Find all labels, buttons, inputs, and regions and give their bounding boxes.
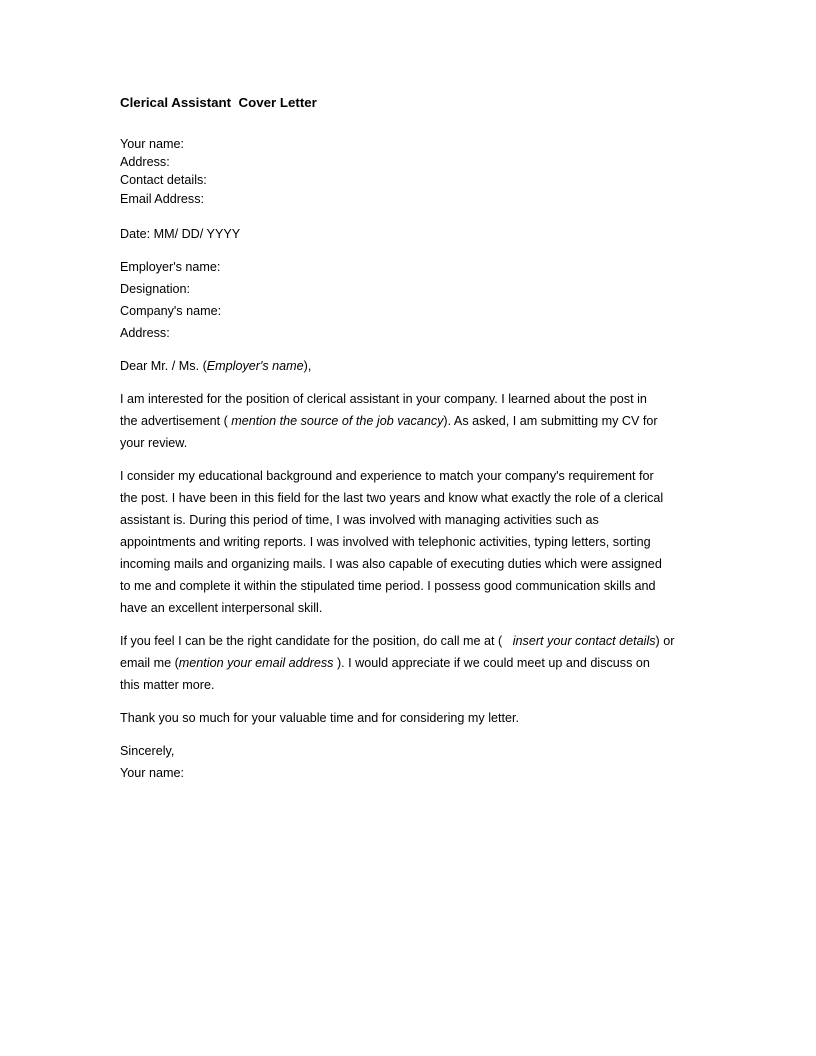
paragraph-experience bbox=[120, 465, 720, 619]
spacer bbox=[120, 619, 720, 630]
letter-date: Date: MM/ DD/ YYYY bbox=[120, 226, 241, 241]
paragraph-line: the post. I have been in this field for the last two years and know what exactly the role of a clerical bbox=[120, 490, 664, 505]
recipient-address: Address: bbox=[120, 325, 170, 340]
sender-block bbox=[120, 135, 720, 208]
salutation-placeholder: Employer's name bbox=[206, 358, 304, 373]
placeholder-job-source: mention the source of the job vacancy bbox=[231, 413, 444, 428]
recipient-company-name: Company's name: bbox=[120, 303, 222, 318]
letter-page bbox=[120, 92, 720, 784]
sender-address: Address: bbox=[120, 155, 170, 170]
paragraph-text: the advertisement ( bbox=[120, 413, 232, 428]
paragraph-line: to me and complete it within the stipulated time period. I possess good communication skills and bbox=[120, 578, 656, 593]
date-block bbox=[120, 223, 720, 245]
salutation-suffix: ), bbox=[303, 358, 312, 373]
recipient-employer-name: Employer's name: bbox=[120, 259, 221, 274]
salutation-prefix: Dear Mr. / Ms. ( bbox=[120, 358, 207, 373]
recipient-block bbox=[120, 256, 720, 344]
paragraph-line: Thank you so much for your valuable time and for considering my letter. bbox=[120, 710, 519, 725]
spacer bbox=[120, 377, 720, 388]
paragraph-line: incoming mails and organizing mails. I was also capable of executing duties which were assigned bbox=[120, 556, 662, 571]
paragraph-contact bbox=[120, 630, 720, 696]
recipient-designation: Designation: bbox=[120, 281, 191, 296]
sender-contact: Contact details: bbox=[120, 173, 207, 188]
paragraph-line: assistant is. During this period of time, I was involved with managing activities such as bbox=[120, 512, 599, 527]
document-title: Clerical Assistant Cover Letter bbox=[120, 95, 317, 110]
spacer bbox=[120, 454, 720, 465]
paragraph-text: ). As asked, I am submitting my CV for bbox=[443, 413, 658, 428]
salutation bbox=[120, 355, 720, 377]
spacer bbox=[120, 344, 720, 355]
paragraph-line: this matter more. bbox=[120, 677, 215, 692]
spacer bbox=[120, 729, 720, 740]
paragraph-text: If you feel I can be the right candidate for the position, do call me at ( bbox=[120, 633, 513, 648]
paragraph-thanks bbox=[120, 707, 720, 729]
closing-sincerely: Sincerely, bbox=[120, 743, 175, 758]
spacer bbox=[120, 696, 720, 707]
paragraph-line: appointments and writing reports. I was involved with telephonic activities, typing letters, sorting bbox=[120, 534, 651, 549]
paragraph-text: ). I would appreciate if we could meet up and discuss on bbox=[333, 655, 650, 670]
placeholder-email-address: mention your email address bbox=[178, 655, 334, 670]
paragraph-text: email me ( bbox=[120, 655, 179, 670]
paragraph-line: I consider my educational background and experience to match your company's requirement for bbox=[120, 468, 654, 483]
paragraph-line: have an excellent interpersonal skill. bbox=[120, 600, 323, 615]
paragraph-text: ) or bbox=[655, 633, 675, 648]
closing-name: Your name: bbox=[120, 765, 184, 780]
spacer bbox=[120, 245, 720, 256]
spacer bbox=[120, 208, 720, 223]
paragraph-line: I am interested for the position of clerical assistant in your company. I learned about the post in bbox=[120, 391, 647, 406]
sender-email: Email Address: bbox=[120, 191, 204, 206]
paragraph-line: your review. bbox=[120, 435, 188, 450]
paragraph-intro bbox=[120, 388, 720, 454]
placeholder-contact-details: insert your contact details bbox=[512, 633, 656, 648]
closing-block bbox=[120, 740, 720, 784]
sender-name: Your name: bbox=[120, 137, 184, 151]
